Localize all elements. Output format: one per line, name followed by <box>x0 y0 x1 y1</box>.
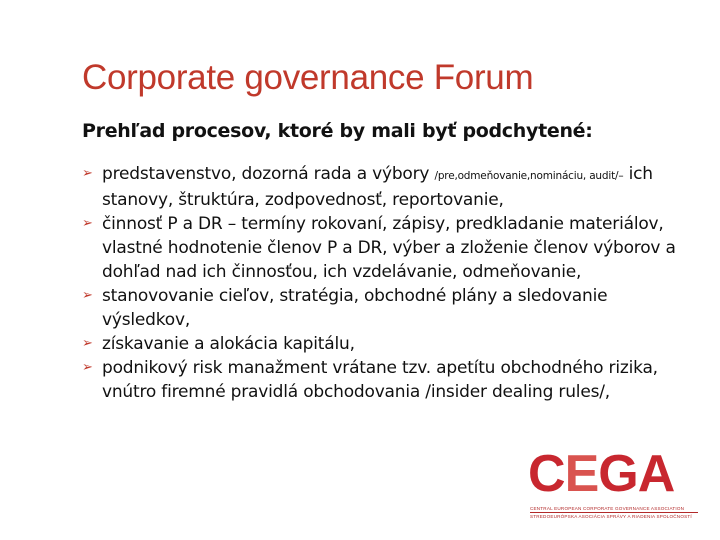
bullet-text: predstavenstvo, dozorná rada a výbory <box>102 164 435 184</box>
bullet-item-4 <box>82 332 682 356</box>
logo-tagline-sk: STREDOEURÓPSKA ASOCIÁCIA SPRÁVY A RIADENIA SPOLOČNOSTÍ <box>530 514 692 519</box>
bullet-item-5 <box>82 356 682 404</box>
bullet-item-2 <box>82 212 682 284</box>
bullet-text: stanovovanie cieľov, stratégia, obchodné plány a sledovanie výsledkov, <box>102 286 608 330</box>
logo-tagline-en: CENTRAL EUROPEAN CORPORATE GOVERNANCE ASSOCIATION <box>530 506 685 511</box>
arrow-bullet-icon: ➢ <box>82 216 93 231</box>
bullet-text-continued: ich stanovy, štruktúra, zodpovednosť, reportovanie, <box>102 164 653 210</box>
logo-divider <box>530 512 698 513</box>
cecga-logo <box>528 445 700 524</box>
logo-letter-e: E <box>564 445 599 503</box>
logo-letters-ga: GA <box>598 445 675 503</box>
bullet-item-1 <box>82 162 682 212</box>
bullet-note: /pre,odmeňovanie,nomináciu, audit/– <box>434 170 624 182</box>
arrow-bullet-icon: ➢ <box>82 288 93 303</box>
bullet-item-3 <box>82 284 682 332</box>
bullet-list <box>82 162 682 404</box>
slide-subtitle: Prehľad procesov, ktoré by mali byť podchytené: <box>82 120 593 142</box>
arrow-bullet-icon: ➢ <box>82 336 93 351</box>
bullet-text: podnikový risk manažment vrátane tzv. apetítu obchodného rizika, vnútro firemné pravidlá obchodovania /insider dealing rules/, <box>102 358 658 402</box>
bullet-text: činnosť P a DR – termíny rokovaní, zápisy, predkladanie materiálov, vlastné hodnotenie členov P a DR, výber a zloženie členov výborov a dohľad nad ich činnosťou, ich vzdelávanie, odmeňovanie, <box>102 214 676 282</box>
arrow-bullet-icon: ➢ <box>82 166 93 181</box>
logo-letter-c: C <box>528 445 565 503</box>
arrow-bullet-icon: ➢ <box>82 360 93 375</box>
logo-wordmark <box>528 444 700 504</box>
slide-title: Corporate governance Forum <box>82 58 534 97</box>
bullet-text: získavanie a alokácia kapitálu, <box>102 334 355 354</box>
